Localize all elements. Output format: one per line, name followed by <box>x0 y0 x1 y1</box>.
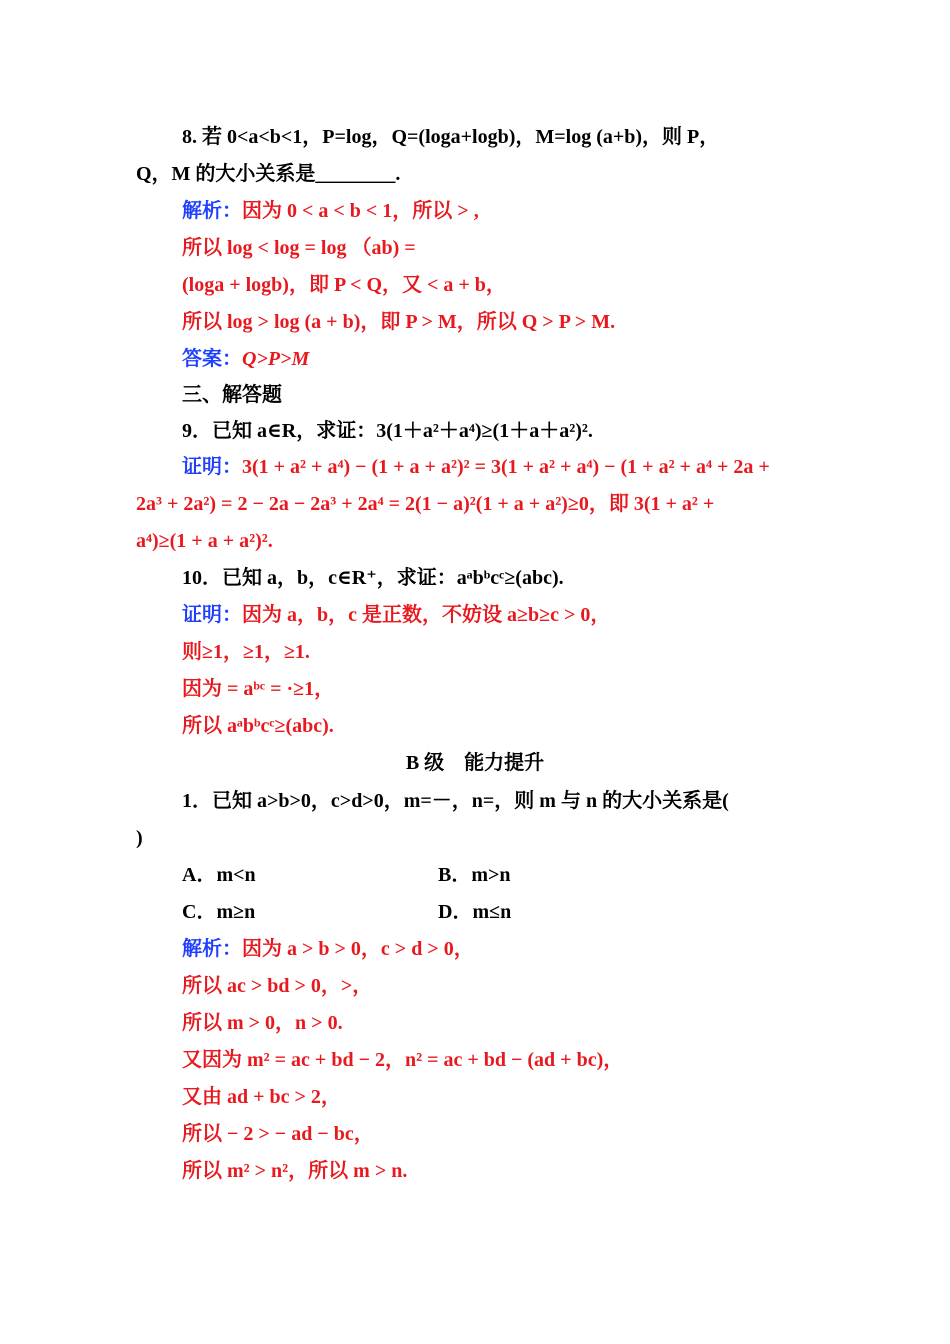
q8-answer: Q>P>M <box>242 348 310 370</box>
q9-stem: 9．已知 a∈R，求证：3(1＋a²＋a⁴)≥(1＋a＋a²)². <box>182 420 593 442</box>
qb1-analysis-line-7: 所以 m² > n²，所以 m > n. <box>182 1160 408 1182</box>
choice-d: D．m≤n <box>438 901 512 923</box>
q10-proof-line-2: 则≥1，≥1，≥1. <box>182 641 310 663</box>
q10-proof-line-3: 因为 = aᵇᶜ = ·≥1， <box>182 678 335 700</box>
qb1-analysis-text-1: 因为 a > b > 0，c > d > 0， <box>242 938 474 960</box>
q9-proof-text-1: 3(1 + a² + a⁴) − (1 + a + a²)² = 3(1 + a² + a⁴) − (1 + a² + a⁴ + 2a + <box>242 456 770 478</box>
qb1-analysis-line-6: 所以 − 2 > − ad − bc， <box>182 1123 374 1145</box>
qb1-stem-line-1: 1．已知 a>b>0，c>d>0，m=－，n=，则 m 与 n 的大小关系是( <box>182 790 729 812</box>
qb1-analysis-line-5: 又由 ad + bc > 2， <box>182 1086 341 1108</box>
section-title-3: 三、解答题 <box>182 384 282 406</box>
proof-label: 证明： <box>182 604 242 626</box>
choice-b: B．m>n <box>438 864 511 886</box>
q9-proof-line-3: a⁴)≥(1 + a + a²)². <box>136 530 273 552</box>
qb1-stem-line-2: ) <box>136 827 143 849</box>
q8-stem-line-2: Q，M 的大小关系是________. <box>136 163 401 185</box>
q8-answer-line <box>182 344 950 374</box>
qb1-analysis-line-3: 所以 m > 0，n > 0. <box>182 1012 343 1034</box>
q9-proof-line-1 <box>182 452 950 482</box>
qb1-analysis-line-4: 又因为 m² = ac + bd − 2，n² = ac + bd − (ad + bc)， <box>182 1049 624 1071</box>
q8-analysis-line-4: 所以 log > log (a + b)，即 P > M，所以 Q > P > M. <box>182 311 616 333</box>
choice-a: A．m<n <box>182 864 256 886</box>
qb1-analysis-line-1 <box>182 934 950 964</box>
q8-analysis-line-2: 所以 log < log = log （ab) = <box>182 237 416 259</box>
q9-proof-line-2: 2a³ + 2a²) = 2 − 2a − 2a³ + 2a⁴ = 2(1 − a)²(1 + a + a²)≥0，即 3(1 + a² + <box>136 493 715 515</box>
q8-analysis-text-1: 因为 0 < a < b < 1，所以 > , <box>242 200 479 222</box>
q10-proof-line-1 <box>182 600 950 630</box>
choice-c: C．m≥n <box>182 901 256 923</box>
proof-label: 证明： <box>182 456 242 478</box>
section-title-b: B 级 能力提升 <box>405 752 545 774</box>
q10-proof-text-1: 因为 a，b，c 是正数，不妨设 a≥b≥c > 0， <box>242 604 611 626</box>
q8-stem-line-1: 8. 若 0<a<b<1，P=log，Q=(loga+logb)，M=log (a+b)，则 P， <box>182 126 720 148</box>
q10-stem: 10．已知 a，b，c∈R⁺，求证：aᵃbᵇcᶜ≥(abc). <box>182 567 564 589</box>
analysis-label: 解析： <box>182 200 242 222</box>
qb1-analysis-line-2: 所以 ac > bd > 0，>， <box>182 975 373 997</box>
q10-proof-line-4: 所以 aᵃbᵇcᶜ≥(abc). <box>182 715 334 737</box>
q8-analysis-line-1 <box>182 196 950 226</box>
analysis-label: 解析： <box>182 938 242 960</box>
answer-label: 答案： <box>182 348 242 370</box>
q8-analysis-line-3: (loga + logb)，即 P < Q，又 < a + b， <box>182 274 506 296</box>
